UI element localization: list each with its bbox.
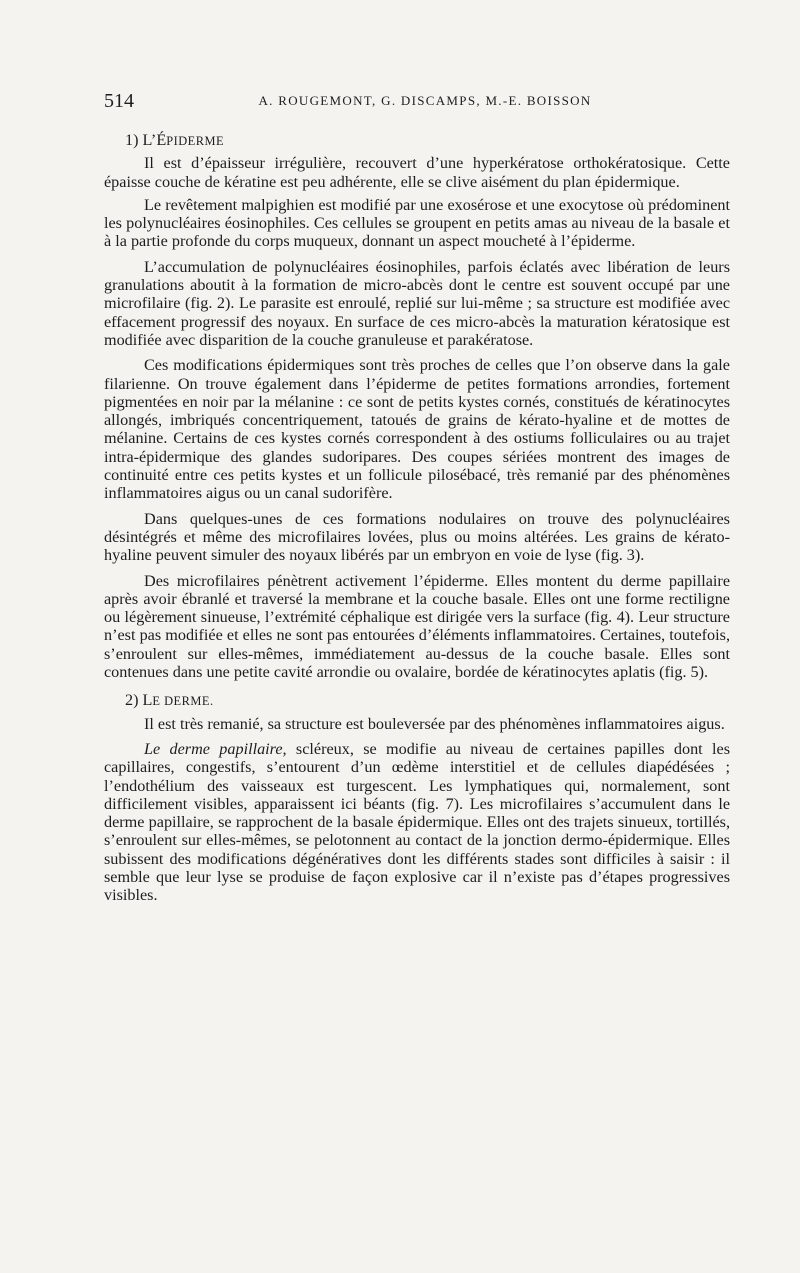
article-body [104,131,730,912]
paragraph: Il est très remanié, sa structure est bouleversée par des phénomènes inflammatoires aigus. [144,714,725,733]
paragraph-derme-papillaire [104,740,730,905]
section-title-initial: L [142,691,153,710]
section-number: 1) [125,131,139,149]
page-header [104,90,730,116]
paragraph: Ces modifications épidermiques sont très proches de celles que l’on observe dans la gale filarienne. On trouve également dans l’épiderme de petites formations arrondies, fortement pigmentées en noir par la mélanine : ce sont de petits kystes cornés, constitués de kératinocytes allongés, imbriqués concentriquement, tatoués de grains de kérato-hyaline et de mottes de mélanine. Certains de ces kystes cornés correspondent à des ostiums folliculaires ou au trajet intra-épidermique des glandes sudoripares. Des coupes sériées montrent des images de continuité entre ces petits kystes et un follicule pilosébacé, très remanié par des phénomènes inflammatoires aigus ou un canal sudorifère. [104,356,730,503]
paragraph: Le revêtement malpighien est modifié par une exosérose et une exocytose où prédominent les polynucléaires éosinophiles. Ces cellules se groupent en petits amas au niveau de la basale et à la partie profonde du corps muqueux, donnant un aspect moucheté à l’épiderme. [104,195,730,251]
italic-lead: Le derme papillaire, [144,739,287,758]
section-number: 2) [125,691,139,710]
section-title-initial: L’É [142,131,167,149]
paragraph: Des microfilaires pénètrent activement l’épiderme. Elles montent du derme papillaire après avoir ébranlé et traversé la membrane et la couche basale. Elles ont une forme rectiligne ou légèrement sinueuse, l’extrémité céphalique est dirigée vers la surface (fig. 4). Leur structure n’est pas modifiée et elles ne sont pas entourées d’éléments inflammatoires. Certaines, toutefois, s’enroulent sur elles-mêmes, immédiatement au-dessus de la couche basale. Elles sont contenues dans une petite cavité arrondie ou ovalaire, bordée de kératinocytes aplatis (fig. 5). [104,571,730,682]
running-head: A. ROUGEMONT, G. DISCAMPS, M.-E. BOISSON [258,93,592,108]
page-number: 514 [104,90,134,112]
paragraph: Il est d’épaisseur irrégulière, recouvert d’une hyperkératose orthokératosique. Cette épaisse couche de kératine est peu adhérente, elle se clive aisément du plan épidermique. [104,154,730,191]
section-title-mid: E [152,694,165,709]
paragraph: Dans quelques-unes de ces formations nodulaires on trouve des polynucléaires désintégrés et même des microfilaires lovées, plus ou moins altérées. Les grains de kérato-hyaline peuvent simuler des noyaux libérés par un embryon en voie de lyse (fig. 3). [104,509,730,565]
section-title-rest: PIDERME [166,134,225,148]
section-heading-derme [104,691,730,710]
section-heading-epiderme [104,131,730,150]
paragraph: L’accumulation de polynucléaires éosinophiles, parfois éclatés avec libération de leurs granulations aboutit à la formation de micro-abcès dont le centre est souvent occupé par une microfilaire (fig. 2). Le parasite est enroulé, replié sur lui-même ; sa structure est modifiée avec effacement progressif des noyaux. En surface de ces micro-abcès la maturation kératosique est modifiée avec disparition de la couche granuleuse et parakératose. [104,257,730,349]
paragraph-text: scléreux, se modifie au niveau de certaines papilles dont les capillaires, congestifs, s’entourent d’un œdème interstitiel et de cellules diapédésées ; l’endothélium des vaisseaux est turgescent. Les lymphatiques qui, normalement, sont difficilement visibles, apparaissent ici béants (fig. 7). Les microfilaires s’accumulent dans le derme papillaire, se rapprochent de la basale épidermique. Elles ont des trajets sinueux, tortillés, s’enroulent sur elles-mêmes, se pelotonnent au contact de la jonction dermo-épidermique. Elles subissent des modifications dégénératives dont les différents stades sont difficiles à saisir : il semble que leur lyse se produise de façon explosive car il n’existe pas d’étapes progressives visibles. [104,739,730,905]
section-title-rest: DERME. [164,694,214,709]
